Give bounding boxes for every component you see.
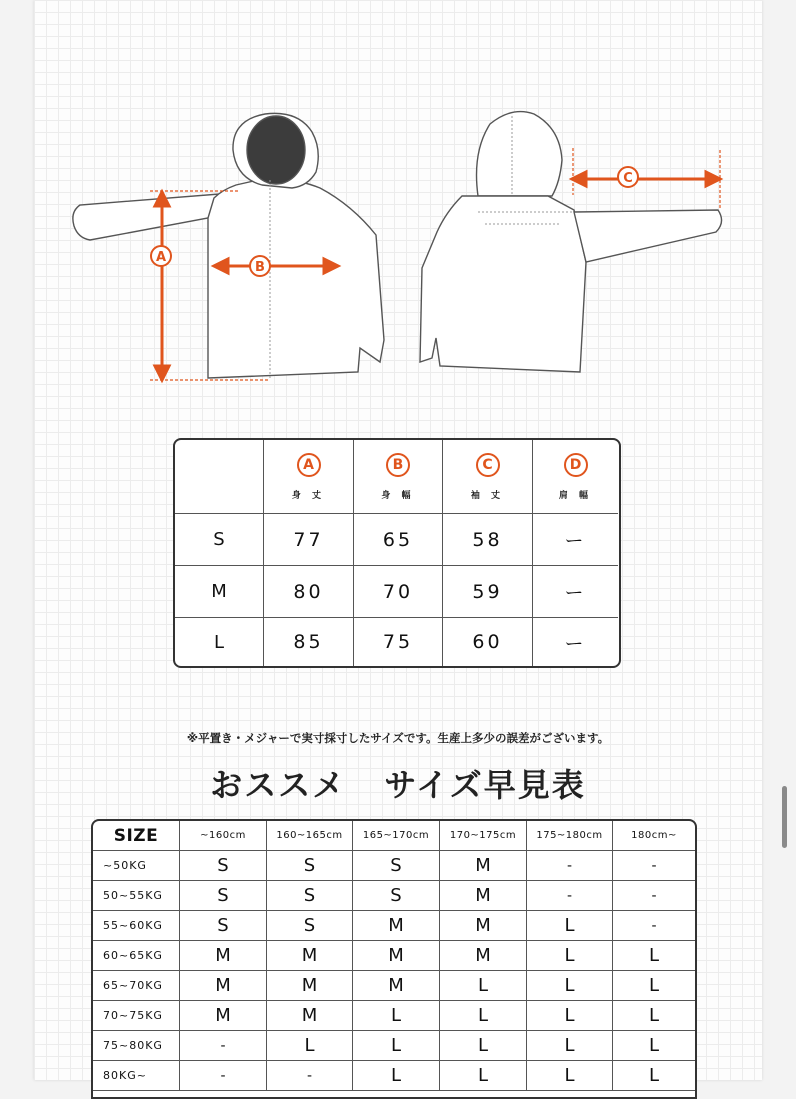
marker-a-circle: A — [297, 453, 321, 477]
height-header: 160~165cm — [267, 821, 353, 851]
marker-b-circle: B — [386, 453, 410, 477]
column-label: 身 幅 — [381, 490, 415, 501]
column-label: 身 丈 — [291, 490, 326, 501]
weight-label: 55~60KG — [93, 911, 180, 941]
column-header-b — [354, 440, 443, 514]
measurement-table — [173, 438, 621, 668]
size-cell: S — [267, 881, 353, 911]
size-cell: - — [527, 851, 613, 881]
height-header: 165~170cm — [353, 821, 440, 851]
height-header: ~160cm — [180, 821, 267, 851]
size-cell: M — [440, 941, 527, 971]
weight-label: 80KG~ — [93, 1061, 180, 1091]
size-cell: M — [353, 941, 440, 971]
size-cell: - — [613, 881, 695, 911]
size-cell: - — [180, 1031, 267, 1061]
back-jacket-right-sleeve — [574, 210, 722, 262]
row-size-l: L — [175, 618, 264, 666]
front-jacket-hood-opening — [247, 116, 305, 184]
size-cell: M — [267, 971, 353, 1001]
weight-label: 75~80KG — [93, 1031, 180, 1061]
size-cell: L — [613, 1031, 695, 1061]
row-size-s: S — [175, 514, 264, 566]
table-cell: ー — [564, 632, 587, 655]
size-cell: L — [527, 1031, 613, 1061]
size-cell: L — [267, 1031, 353, 1061]
size-cell: - — [180, 1061, 267, 1091]
size-cell: L — [613, 1001, 695, 1031]
height-header: 180cm~ — [613, 821, 695, 851]
back-jacket-hood — [477, 112, 563, 196]
size-cell: - — [613, 911, 695, 941]
size-chart-title-right: サイズ早見表 — [384, 766, 586, 804]
size-cell: M — [180, 971, 267, 1001]
size-chart-corner: SIZE — [93, 821, 180, 851]
size-cell: S — [180, 911, 267, 941]
size-cell: S — [353, 881, 440, 911]
size-cell: L — [527, 971, 613, 1001]
table-cell: 59 — [443, 566, 533, 618]
size-cell: S — [180, 881, 267, 911]
size-cell: M — [267, 941, 353, 971]
size-cell: S — [180, 851, 267, 881]
size-cell: - — [267, 1061, 353, 1091]
back-jacket-body — [420, 196, 586, 372]
size-cell: L — [613, 1061, 695, 1091]
size-cell: M — [180, 1001, 267, 1031]
table-cell: 65 — [354, 514, 443, 566]
measurement-note: ※平置き・メジャーで実寸採寸したサイズです。生産上多少の誤差がございます。 — [186, 731, 610, 745]
size-cell: L — [440, 1001, 527, 1031]
measurement-table-corner — [175, 440, 264, 514]
size-cell: L — [353, 1031, 440, 1061]
size-cell: L — [613, 971, 695, 1001]
weight-label: 65~70KG — [93, 971, 180, 1001]
size-cell: L — [527, 911, 613, 941]
size-cell: M — [180, 941, 267, 971]
size-cell: M — [267, 1001, 353, 1031]
size-cell: M — [440, 911, 527, 941]
column-header-d — [533, 440, 618, 514]
size-cell: L — [353, 1061, 440, 1091]
marker-c-circle: C — [476, 453, 500, 477]
size-chart-title-left: おススメ — [210, 766, 347, 804]
size-cell: S — [267, 911, 353, 941]
size-cell: S — [353, 851, 440, 881]
size-cell: L — [440, 1061, 527, 1091]
size-cell: M — [353, 911, 440, 941]
size-cell: M — [353, 971, 440, 1001]
column-header-c — [443, 440, 533, 514]
marker-c-label: C — [623, 171, 633, 186]
size-cell: L — [527, 1061, 613, 1091]
column-label: 袖 丈 — [470, 490, 505, 501]
height-header: 170~175cm — [440, 821, 527, 851]
table-cell: ー — [533, 566, 618, 618]
size-cell: L — [527, 1001, 613, 1031]
size-chart-table — [91, 819, 697, 1099]
table-cell: 75 — [354, 618, 443, 666]
marker-b-label: B — [255, 260, 265, 275]
column-header-a — [264, 440, 354, 514]
size-cell: - — [613, 851, 695, 881]
weight-label: ~50KG — [93, 851, 180, 881]
table-cell: 77 — [264, 514, 354, 566]
weight-label: 50~55KG — [93, 881, 180, 911]
row-size-m: M — [175, 566, 264, 618]
weight-label: 60~65KG — [93, 941, 180, 971]
size-cell: M — [440, 881, 527, 911]
table-cell: ー — [533, 514, 618, 566]
size-cell: - — [527, 881, 613, 911]
table-cell: 85 — [264, 618, 354, 666]
size-cell: S — [267, 851, 353, 881]
table-cell: 80 — [264, 566, 354, 618]
table-cell: 58 — [443, 514, 533, 566]
size-cell: L — [440, 1031, 527, 1061]
height-header: 175~180cm — [527, 821, 613, 851]
table-cell: 70 — [354, 566, 443, 618]
size-cell: L — [527, 941, 613, 971]
column-label: 肩 幅 — [558, 490, 593, 501]
jacket-diagram — [0, 0, 796, 430]
marker-d-circle: D — [564, 453, 588, 477]
size-cell: L — [440, 971, 527, 1001]
size-cell: L — [613, 941, 695, 971]
scrollbar-thumb[interactable] — [782, 786, 787, 848]
table-cell: 60 — [443, 618, 533, 666]
size-cell: M — [440, 851, 527, 881]
marker-a-label: A — [155, 250, 167, 265]
front-jacket-body — [208, 180, 384, 378]
size-cell: L — [353, 1001, 440, 1031]
size-chart-title — [0, 760, 796, 806]
weight-label: 70~75KG — [93, 1001, 180, 1031]
